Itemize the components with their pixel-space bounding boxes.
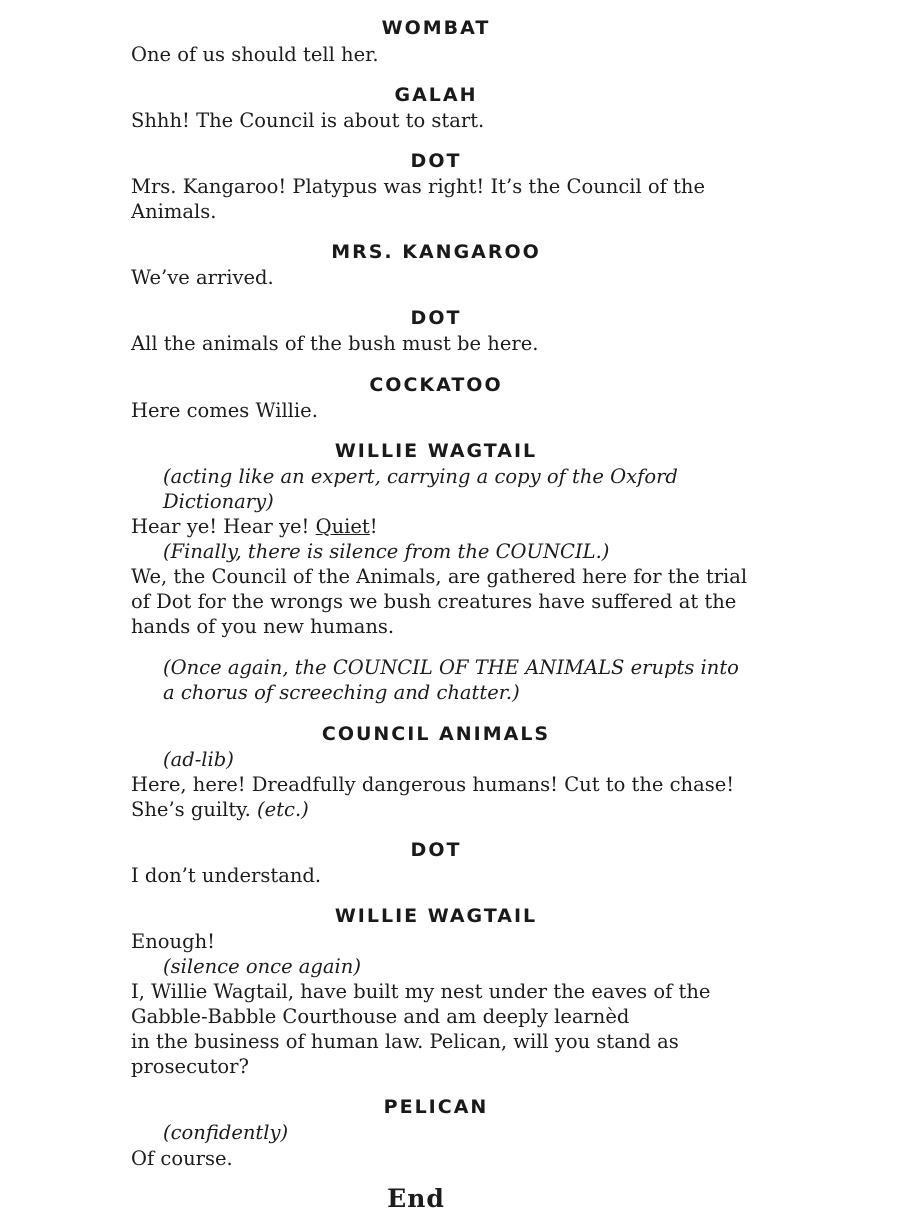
speaker-name: GALAH xyxy=(394,84,478,106)
dialogue-line: prosecutor? xyxy=(131,1055,249,1078)
dialogue-line: Enough! xyxy=(131,930,215,953)
dialogue-line: Shhh! The Council is about to start. xyxy=(131,109,485,132)
speaker-name: COCKATOO xyxy=(369,374,503,396)
dialogue-line: We’ve arrived. xyxy=(131,266,274,289)
stage-direction: (silence once again) xyxy=(163,955,361,978)
dialogue-line: Animals. xyxy=(131,200,217,223)
end-marker: End xyxy=(387,1184,445,1213)
dialogue-text: Hear ye! Hear ye! xyxy=(131,515,316,538)
stage-direction: (Once again, the COUNCIL OF THE ANIMALS erupts into xyxy=(163,656,739,679)
speaker-name: DOT xyxy=(410,307,462,329)
speaker-name: WILLIE WAGTAIL xyxy=(334,905,538,927)
speaker-name: MRS. KANGAROO xyxy=(331,241,541,263)
dialogue-line: of Dot for the wrongs we bush creatures have suffered at the xyxy=(131,590,737,613)
dialogue-line: Of course. xyxy=(131,1147,233,1170)
stage-direction: Dictionary) xyxy=(163,490,274,513)
underlined-word: Quiet xyxy=(315,515,370,538)
stage-direction: (confidently) xyxy=(163,1121,289,1144)
speaker-name: COUNCIL ANIMALS xyxy=(321,723,551,745)
speaker-name: DOT xyxy=(410,839,462,861)
dialogue-line: We, the Council of the Animals, are gathered here for the trial xyxy=(131,565,748,588)
dialogue-line: hands of you new humans. xyxy=(131,615,395,638)
stage-direction: a chorus of screeching and chatter.) xyxy=(163,681,520,704)
dialogue-line: in the business of human law. Pelican, will you stand as xyxy=(131,1030,679,1053)
dialogue-line xyxy=(131,514,771,539)
speaker-name: WOMBAT xyxy=(381,17,491,39)
stage-direction: (ad-lib) xyxy=(163,748,234,771)
dialogue-line: All the animals of the bush must be here. xyxy=(131,332,539,355)
inline-direction: (etc.) xyxy=(257,798,309,821)
speaker-name: WILLIE WAGTAIL xyxy=(334,440,538,462)
dialogue-line: I don’t understand. xyxy=(131,864,322,887)
dialogue-line: Here comes Willie. xyxy=(131,399,318,422)
dialogue-text: ! xyxy=(369,515,378,538)
dialogue-line: Mrs. Kangaroo! Platypus was right! It’s the Council of the xyxy=(131,175,706,198)
dialogue-line: Here, here! Dreadfully dangerous humans! Cut to the chase! xyxy=(131,773,735,796)
stage-direction: (Finally, there is silence from the COUNCIL.) xyxy=(163,540,610,563)
dialogue-line: Gabble-Babble Courthouse and am deeply learnèd xyxy=(131,1005,630,1028)
dialogue-line: I, Willie Wagtail, have built my nest under the eaves of the xyxy=(131,980,711,1003)
speaker-name: PELICAN xyxy=(383,1096,489,1118)
stage-direction: (acting like an expert, carrying a copy of the Oxford xyxy=(163,465,678,488)
speaker-name: DOT xyxy=(410,150,462,172)
dialogue-line xyxy=(131,797,771,822)
dialogue-text: She’s guilty. xyxy=(131,798,258,821)
dialogue-line: One of us should tell her. xyxy=(131,43,379,66)
